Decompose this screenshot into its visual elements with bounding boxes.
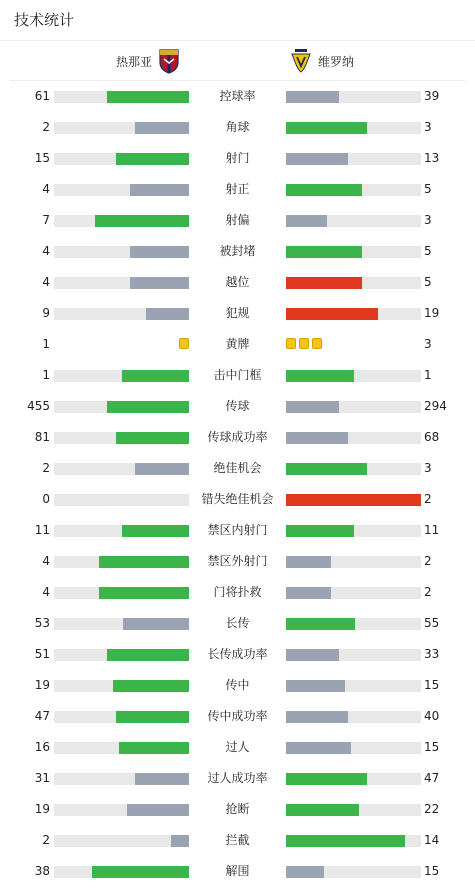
verona-crest-icon [290,48,312,74]
away-team[interactable] [290,41,360,81]
teams-header [10,41,465,81]
away-value: 33 [424,647,440,661]
away-bar-fill [286,680,345,692]
home-bar-fill [127,804,189,816]
home-value: 2 [42,120,50,134]
home-bar-track [54,804,189,816]
away-bar-track [286,184,421,196]
away-bar-fill [286,215,327,227]
stat-label: 传中 [225,678,250,692]
away-bar-fill [286,835,405,847]
home-bar-track [54,370,189,382]
home-value: 81 [34,430,50,444]
home-bar-fill [135,122,189,134]
stat-row [0,763,475,794]
home-bar-fill [107,91,189,103]
stat-label: 黄牌 [225,337,250,351]
away-bar-fill [286,401,339,413]
home-value: 0 [42,492,50,506]
away-bar-track [286,835,421,847]
away-bar-track [286,525,421,537]
away-value: 15 [424,864,440,878]
away-bar-track [286,587,421,599]
stat-label: 传球 [225,399,250,413]
away-value: 13 [424,151,440,165]
stat-row [0,391,475,422]
home-value: 4 [42,244,50,258]
stat-row [0,81,475,112]
stat-label: 解围 [225,864,250,878]
home-value: 1 [42,337,50,351]
home-bar-fill [107,649,189,661]
home-value: 11 [34,523,50,537]
away-yellow-cards [286,338,322,349]
home-value: 19 [34,678,50,692]
away-value: 19 [424,306,440,320]
home-bar-fill [123,618,189,630]
away-bar-fill [286,308,378,320]
stat-label: 射偏 [225,213,250,227]
stat-row [0,329,475,360]
stat-row [0,732,475,763]
away-bar-track [286,494,421,506]
stat-row [0,453,475,484]
home-value: 16 [34,740,50,754]
home-value: 455 [27,399,50,413]
home-bar-fill [135,773,189,785]
stat-label: 射门 [225,151,250,165]
away-value: 39 [424,89,440,103]
home-bar-track [54,277,189,289]
away-value: 5 [424,182,432,196]
home-value: 9 [42,306,50,320]
home-value: 4 [42,182,50,196]
away-bar-fill [286,153,348,165]
away-bar-fill [286,277,362,289]
home-value: 1 [42,368,50,382]
away-bar-fill [286,246,362,258]
away-bar-fill [286,618,355,630]
stat-row [0,143,475,174]
stat-label: 射正 [225,182,250,196]
away-bar-track [286,649,421,661]
away-value: 11 [424,523,440,537]
yellow-card-icon [299,338,309,349]
stat-label: 犯规 [225,306,250,320]
home-bar-track [54,680,189,692]
yellow-card-icon [179,338,189,349]
away-bar-fill [286,494,421,506]
stat-row [0,236,475,267]
away-bar-track [286,153,421,165]
home-bar-fill [99,556,189,568]
stat-label: 拦截 [225,833,250,847]
away-bar-fill [286,432,348,444]
stat-row [0,577,475,608]
home-bar-fill [119,742,189,754]
away-value: 15 [424,740,440,754]
away-bar-track [286,215,421,227]
home-bar-track [54,525,189,537]
home-bar-fill [135,463,189,475]
stat-row [0,701,475,732]
home-bar-track [54,587,189,599]
away-value: 55 [424,616,440,630]
stat-label: 错失绝佳机会 [201,492,274,506]
home-value: 31 [34,771,50,785]
away-bar-fill [286,773,367,785]
away-bar-fill [286,370,354,382]
away-bar-fill [286,91,339,103]
away-bar-fill [286,742,351,754]
stat-label: 过人成功率 [207,771,268,785]
home-bar-track [54,649,189,661]
stat-row [0,298,475,329]
stat-label: 门将扑救 [213,585,262,599]
home-bar-fill [107,401,189,413]
home-bar-track [54,153,189,165]
home-team[interactable] [110,41,180,81]
stat-row [0,670,475,701]
stat-label: 长传成功率 [207,647,268,661]
home-bar-track [54,835,189,847]
home-value: 4 [42,585,50,599]
away-bar-fill [286,587,331,599]
stat-label: 越位 [225,275,250,289]
stat-row [0,546,475,577]
home-value: 53 [34,616,50,630]
away-bar-fill [286,184,362,196]
away-bar-track [286,370,421,382]
stat-label: 被封堵 [219,244,256,258]
home-bar-track [54,494,189,506]
home-value: 51 [34,647,50,661]
home-bar-fill [171,835,189,847]
away-bar-track [286,91,421,103]
home-bar-fill [95,215,190,227]
stat-row [0,825,475,856]
stat-row [0,639,475,670]
home-bar-track [54,91,189,103]
away-bar-track [286,308,421,320]
away-bar-track [286,401,421,413]
home-bar-track [54,401,189,413]
away-team-name: 维罗纳 [318,54,355,69]
away-bar-fill [286,122,367,134]
home-bar-track [54,246,189,258]
home-bar-fill [99,587,189,599]
away-bar-track [286,773,421,785]
home-value: 2 [42,461,50,475]
away-bar-track [286,866,421,878]
away-bar-track [286,463,421,475]
home-bar-fill [113,680,189,692]
away-bar-track [286,122,421,134]
away-bar-fill [286,556,331,568]
away-value: 68 [424,430,440,444]
stat-label: 过人 [225,740,250,754]
home-bar-fill [130,277,189,289]
away-value: 3 [424,461,432,475]
page-title: 技术统计 [0,0,475,41]
home-bar-fill [122,370,190,382]
away-bar-fill [286,525,354,537]
away-value: 294 [424,399,447,413]
away-bar-track [286,680,421,692]
home-bar-track [54,742,189,754]
home-bar-track [54,773,189,785]
home-bar-fill [116,153,189,165]
away-value: 14 [424,833,440,847]
home-team-name: 热那亚 [115,54,152,69]
away-value: 15 [424,678,440,692]
away-bar-track [286,711,421,723]
away-value: 47 [424,771,440,785]
home-bar-track [54,215,189,227]
home-bar-track [54,711,189,723]
home-yellow-cards [179,338,189,349]
stat-row [0,422,475,453]
stat-row [0,267,475,298]
stat-row [0,794,475,825]
home-bar-fill [130,184,189,196]
home-bar-fill [116,432,189,444]
home-value: 4 [42,554,50,568]
home-value: 61 [34,89,50,103]
home-value: 38 [34,864,50,878]
stat-label: 抢断 [225,802,250,816]
away-bar-fill [286,866,324,878]
stat-row [0,484,475,515]
away-value: 40 [424,709,440,723]
away-bar-track [286,246,421,258]
stat-label: 禁区外射门 [207,554,268,568]
away-value: 2 [424,554,432,568]
home-bar-track [54,618,189,630]
stat-row [0,360,475,391]
away-value: 1 [424,368,432,382]
home-bar-fill [130,246,189,258]
home-bar-track [54,866,189,878]
home-value: 2 [42,833,50,847]
home-bar-fill [116,711,189,723]
home-bar-track [54,184,189,196]
away-bar-fill [286,649,339,661]
home-value: 47 [34,709,50,723]
yellow-card-icon [286,338,296,349]
away-bar-fill [286,711,348,723]
away-bar-track [286,556,421,568]
stat-row [0,856,475,887]
genoa-crest-icon [158,48,180,74]
home-bar-fill [146,308,189,320]
away-value: 5 [424,244,432,258]
away-bar-fill [286,804,359,816]
home-bar-track [54,432,189,444]
stat-label: 传中成功率 [207,709,268,723]
away-bar-track [286,618,421,630]
stat-label: 控球率 [219,89,256,103]
stat-row [0,174,475,205]
stat-row [0,515,475,546]
home-bar-fill [122,525,190,537]
stat-label: 绝佳机会 [213,461,262,475]
away-bar-track [286,277,421,289]
away-bar-track [286,432,421,444]
home-bar-track [54,308,189,320]
home-value: 7 [42,213,50,227]
away-value: 2 [424,492,432,506]
stat-row [0,112,475,143]
stat-row [0,608,475,639]
away-value: 3 [424,213,432,227]
stat-label: 传球成功率 [207,430,268,444]
home-bar-fill [92,866,189,878]
away-value: 5 [424,275,432,289]
yellow-card-icon [312,338,322,349]
home-value: 4 [42,275,50,289]
home-value: 15 [34,151,50,165]
away-bar-track [286,804,421,816]
away-value: 22 [424,802,440,816]
stat-row [0,205,475,236]
stat-label: 角球 [225,120,250,134]
home-bar-track [54,463,189,475]
stat-label: 击中门框 [213,368,262,382]
home-bar-track [54,556,189,568]
away-bar-track [286,742,421,754]
home-value: 19 [34,802,50,816]
away-bar-fill [286,463,367,475]
away-value: 3 [424,337,432,351]
stat-label: 禁区内射门 [207,523,268,537]
stats-list [0,81,475,887]
home-bar-track [54,122,189,134]
away-value: 2 [424,585,432,599]
stat-label: 长传 [225,616,250,630]
away-value: 3 [424,120,432,134]
